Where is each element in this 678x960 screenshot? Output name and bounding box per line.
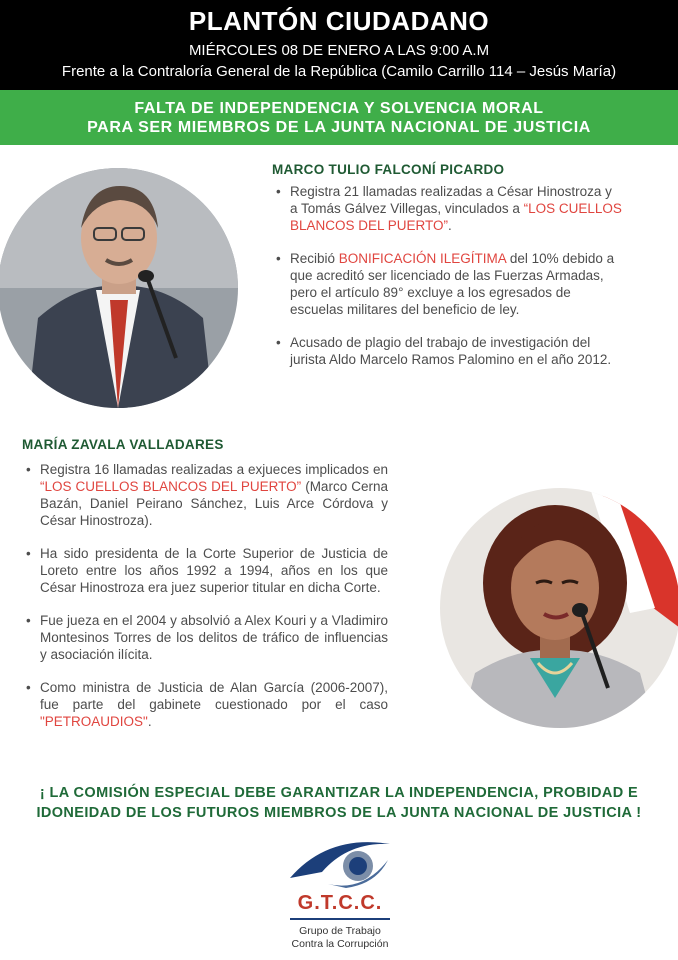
logo-subtitle bbox=[280, 925, 400, 951]
logo-underline bbox=[290, 918, 390, 920]
closing-line-2: IDONEIDAD DE LOS FUTUROS MIEMBROS DE LA JUNTA NACIONAL DE JUSTICIA ! bbox=[36, 805, 642, 821]
logo-sub-line-2: Contra la Corrupción bbox=[291, 938, 389, 950]
accusations-list-2 bbox=[26, 461, 388, 746]
eye-icon bbox=[288, 838, 392, 892]
list-item: • Acusado de plagio del trabajo de investigación del jurista Aldo Marcelo Ramos Palomino en el año 2012. bbox=[276, 334, 622, 368]
list-item: • Fue jueza en el 2004 y absolvió a Alex Kouri y a Vladimiro Montesinos Torres de los delitos de tráfico de influencias y asociación ilícita. bbox=[26, 612, 388, 663]
list-item: • Registra 21 llamadas realizadas a César Hinostroza y a Tomás Gálvez Villegas, vinculados a “LOS CUELLOS BLANCOS DEL PUERTO”. bbox=[276, 183, 622, 234]
closing-statement bbox=[24, 783, 654, 823]
event-place: Frente a la Contraloría General de la República (Camilo Carrillo 114 – Jesús María) bbox=[61, 63, 617, 80]
event-header bbox=[0, 0, 678, 90]
event-title: PLANTÓN CIUDADANO bbox=[188, 6, 490, 36]
list-item: • Ha sido presidenta de la Corte Superior de Justicia de Loreto entre los años 1992 a 1994, años en los que César Hinostroza era juez superior titular en dicha Corte. bbox=[26, 545, 388, 596]
headline-line-2: PARA SER MIEMBROS DE LA JUNTA NACIONAL DE JUSTICIA bbox=[87, 119, 591, 136]
gtcc-logo bbox=[280, 836, 400, 958]
list-item: • Como ministra de Justicia de Alan García (2006-2007), fue parte del gabinete cuestionado por el caso "PETROAUDIOS". bbox=[26, 679, 388, 730]
list-item: • Recibió BONIFICACIÓN ILEGÍTIMA del 10% debido a que acreditó ser licenciado de las Fuerzas Armadas, pero el artículo 89° excluye a los egresados de escuelas militares del beneficio de ley. bbox=[276, 250, 622, 318]
portrait-woman-illustration bbox=[440, 488, 678, 728]
closing-line-1: ¡ LA COMISIÓN ESPECIAL DEBE GARANTIZAR LA INDEPENDENCIA, PROBIDAD E bbox=[39, 785, 639, 801]
logo-name: G.T.C.C. bbox=[297, 892, 383, 914]
accusations-list-1 bbox=[276, 183, 622, 384]
list-item: • Registra 16 llamadas realizadas a exjueces implicados en “LOS CUELLOS BLANCOS DEL PUERTO” (Marco Cerna Bazán, Daniel Peirano Sánchez, Luis Arce Córdova y César Hinostroza). bbox=[26, 461, 388, 529]
headline-line-1: FALTA DE INDEPENDENCIA Y SOLVENCIA MORAL bbox=[134, 100, 544, 117]
person-name-maria-zavala: MARÍA ZAVALA VALLADARES bbox=[22, 437, 224, 452]
portrait-man-illustration bbox=[0, 168, 238, 408]
person-name-marco-tulio: MARCO TULIO FALCONÍ PICARDO bbox=[272, 162, 505, 177]
logo-sub-line-1: Grupo de Trabajo bbox=[299, 925, 381, 937]
portrait-maria-zavala bbox=[440, 488, 678, 728]
headline-banner bbox=[0, 90, 678, 145]
portrait-marco-tulio-falconi bbox=[0, 168, 238, 408]
event-date: MIÉRCOLES 08 DE ENERO A LAS 9:00 A.M bbox=[188, 42, 490, 59]
